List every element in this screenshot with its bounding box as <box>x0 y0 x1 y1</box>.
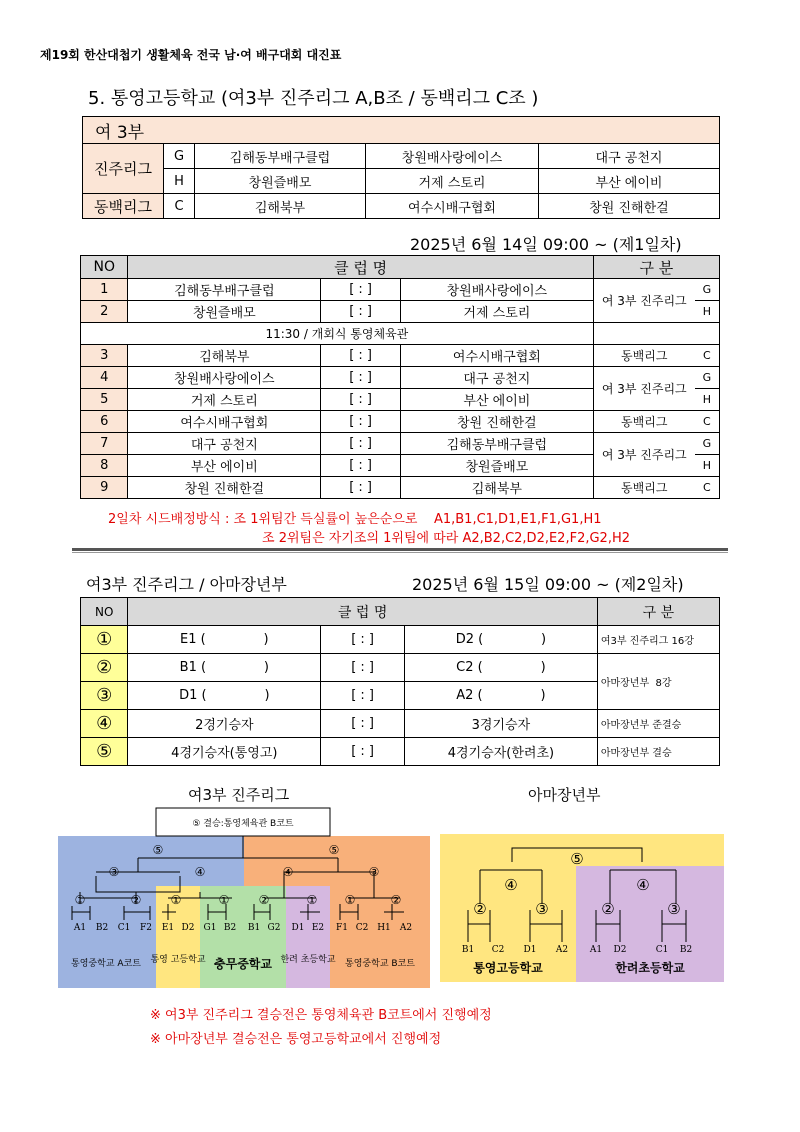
table-row <box>81 367 720 389</box>
col-div-header: 구 분 <box>593 256 719 279</box>
svg-text:⑤: ⑤ <box>328 843 340 857</box>
col-no-header: NO <box>81 256 128 279</box>
seed-label: F2 <box>140 923 152 933</box>
team-a: 창원배사랑에이스 <box>128 367 321 389</box>
team-b: 창원 진해한걸 <box>400 411 593 433</box>
team-a: 4경기승자(통영고) <box>128 738 321 766</box>
venue-label: 통영 고등학교 <box>150 955 206 965</box>
svg-text:①: ① <box>218 893 230 907</box>
seed-label: B2 <box>95 923 109 933</box>
seed-label: D2 <box>181 923 195 933</box>
table-row <box>81 411 720 433</box>
group-code: H <box>695 455 720 477</box>
division: 아마장년부 준결승 <box>597 710 719 738</box>
score-cell: [ : ] <box>321 433 401 455</box>
group-title: 여 3부 <box>83 117 720 144</box>
table-row <box>81 738 720 766</box>
team-a: 창원 진해한걸 <box>128 477 321 499</box>
col-div-header: 구 분 <box>597 598 719 626</box>
team-b: 거제 스토리 <box>400 301 593 323</box>
seed-label: B2 <box>223 923 237 933</box>
division: 아마장년부 8강 <box>597 654 719 710</box>
bracket-left <box>58 806 430 988</box>
note-final-1: ※ 여3부 진주리그 결승전은 통영체육관 B코트에서 진행예정 <box>150 1008 492 1023</box>
svg-text:②: ② <box>601 900 615 918</box>
seed-note-2: 조 2위팀은 자기조의 1위팀에 따라 A2,B2,C2,D2,E2,F2,G2,H2 <box>262 531 630 546</box>
team-b: 김해동부배구클럽 <box>400 433 593 455</box>
team-b: C2 ( ) <box>405 654 598 682</box>
seed-note-1: 2일차 시드배정방식 : 조 1위팀간 득실률이 높은순으로 A1,B1,C1,D1,E1,F1,G1,H1 <box>108 512 602 527</box>
bracket-right <box>440 834 724 982</box>
svg-text:①: ① <box>74 893 86 907</box>
group-code: H <box>695 301 720 323</box>
table-row <box>81 345 720 367</box>
section-title: 5. 통영고등학교 (여3부 진주리그 A,B조 / 동백리그 C조 ) <box>88 88 539 109</box>
seed-label: B2 <box>679 945 693 955</box>
bracket-left-title: 여3부 진주리그 <box>188 786 290 804</box>
team-a: 김해동부배구클럽 <box>128 279 321 301</box>
score-cell: [ : ] <box>321 626 405 654</box>
group-code: C <box>695 345 720 367</box>
team-cell: 김해동부배구클럽 <box>195 144 366 169</box>
venue-label: 통영중학교 B코트 <box>345 959 415 969</box>
team-b: 대구 공천지 <box>400 367 593 389</box>
group-code: C <box>695 411 720 433</box>
match-no: ③ <box>81 682 128 710</box>
seed-label: E1 <box>161 923 175 933</box>
team-cell: 창원배사랑에이스 <box>366 144 539 169</box>
seed-label: C2 <box>491 945 505 955</box>
team-a: 거제 스토리 <box>128 389 321 411</box>
group-code: G <box>164 144 195 169</box>
team-b: D2 ( ) <box>405 626 598 654</box>
score-cell: [ : ] <box>321 682 405 710</box>
day2-schedule-table <box>80 597 720 766</box>
group-code: H <box>695 389 720 411</box>
seed-label: A1 <box>73 923 87 933</box>
league-name: 진주리그 <box>83 144 164 194</box>
score-cell: [ : ] <box>321 389 401 411</box>
final-box-label: ⑤ 결승:통영체육관 B코트 <box>192 819 294 829</box>
seed-label: F1 <box>336 923 348 933</box>
group-code: G <box>695 433 720 455</box>
match-no: ⑤ <box>81 738 128 766</box>
svg-text:④: ④ <box>504 876 518 894</box>
team-a: 부산 에이비 <box>128 455 321 477</box>
seed-label: A2 <box>555 945 569 955</box>
svg-text:④: ④ <box>636 876 650 894</box>
day2-title: 여3부 진주리그 / 아마장년부 <box>86 575 287 594</box>
table-row <box>81 626 720 654</box>
score-cell: [ : ] <box>321 738 405 766</box>
svg-text:②: ② <box>258 893 270 907</box>
match-no: ② <box>81 654 128 682</box>
table-row <box>81 279 720 301</box>
svg-text:④: ④ <box>194 865 206 879</box>
group-code: C <box>164 194 195 219</box>
group-code: G <box>695 367 720 389</box>
seed-label: H1 <box>377 923 391 933</box>
team-a: 2경기승자 <box>128 710 321 738</box>
match-no: 6 <box>81 411 128 433</box>
ceremony-note: 11:30 / 개회식 통영체육관 <box>81 323 594 345</box>
venue-label: 통영고등학교 <box>473 961 543 975</box>
day1-date: 2025년 6월 14일 09:00 ~ (제1일차) <box>410 235 682 254</box>
seed-label: A1 <box>589 945 603 955</box>
team-b: 4경기승자(한려초) <box>405 738 598 766</box>
svg-text:②: ② <box>473 900 487 918</box>
score-cell: [ : ] <box>321 455 401 477</box>
svg-text:⑤: ⑤ <box>570 850 584 868</box>
table-row <box>81 710 720 738</box>
seed-label: D2 <box>613 945 627 955</box>
division: 여3부 진주리그 16강 <box>597 626 719 654</box>
team-b: 창원배사랑에이스 <box>400 279 593 301</box>
team-b: 여수시배구협회 <box>400 345 593 367</box>
division: 여 3부 진주리그 <box>593 279 694 323</box>
division: 여 3부 진주리그 <box>593 433 694 477</box>
team-a: B1 ( ) <box>128 654 321 682</box>
match-no: 9 <box>81 477 128 499</box>
svg-text:④: ④ <box>282 865 294 879</box>
match-no: 5 <box>81 389 128 411</box>
seed-label: A2 <box>399 923 413 933</box>
team-b: 김해북부 <box>400 477 593 499</box>
bracket-right-title: 아마장년부 <box>528 786 601 804</box>
team-cell: 거제 스토리 <box>366 169 539 194</box>
svg-text:②: ② <box>390 893 402 907</box>
match-no: 2 <box>81 301 128 323</box>
seed-label: G2 <box>267 923 281 933</box>
team-a: 여수시배구협회 <box>128 411 321 433</box>
seed-label: C1 <box>117 923 131 933</box>
team-b: 부산 에이비 <box>400 389 593 411</box>
match-no: 4 <box>81 367 128 389</box>
score-cell: [ : ] <box>321 710 405 738</box>
table-row <box>81 477 720 499</box>
venue-label: 통영중학교 A코트 <box>71 959 141 969</box>
match-no: 8 <box>81 455 128 477</box>
svg-text:③: ③ <box>108 865 120 879</box>
svg-text:①: ① <box>344 893 356 907</box>
seed-label: C2 <box>355 923 369 933</box>
svg-text:③: ③ <box>667 900 681 918</box>
team-b: A2 ( ) <box>405 682 598 710</box>
team-a: E1 ( ) <box>128 626 321 654</box>
team-cell: 대구 공천지 <box>539 144 720 169</box>
seed-label: E2 <box>311 923 325 933</box>
match-no: 1 <box>81 279 128 301</box>
col-club-header: 클 럽 명 <box>128 256 593 279</box>
team-a: 김해북부 <box>128 345 321 367</box>
team-cell: 여수시배구협회 <box>366 194 539 219</box>
group-table <box>82 116 720 219</box>
seed-label: G1 <box>203 923 217 933</box>
score-cell: [ : ] <box>321 279 401 301</box>
team-cell: 김해북부 <box>195 194 366 219</box>
table-row <box>81 433 720 455</box>
svg-text:⑤: ⑤ <box>152 843 164 857</box>
score-cell: [ : ] <box>321 411 401 433</box>
division: 아마장년부 결승 <box>597 738 719 766</box>
score-cell: [ : ] <box>321 367 401 389</box>
day1-schedule-table <box>80 255 720 499</box>
score-cell: [ : ] <box>321 301 401 323</box>
league-name: 동백리그 <box>83 194 164 219</box>
venue-label: 한려초등학교 <box>615 961 685 975</box>
zone-green <box>200 886 286 988</box>
match-no: ④ <box>81 710 128 738</box>
seed-label: C1 <box>655 945 669 955</box>
division: 동백리그 <box>593 477 694 499</box>
group-code: G <box>695 279 720 301</box>
col-club-header: 클 럽 명 <box>128 598 597 626</box>
day2-date: 2025년 6월 15일 09:00 ~ (제2일차) <box>412 575 684 594</box>
team-a: 대구 공천지 <box>128 433 321 455</box>
venue-label: 충무중학교 <box>214 957 272 971</box>
team-b: 창원즐배모 <box>400 455 593 477</box>
team-cell: 창원 진해한걸 <box>539 194 720 219</box>
svg-text:③: ③ <box>368 865 380 879</box>
document-header: 제19회 한산대첩기 생활체육 전국 남·여 배구대회 대진표 <box>40 48 342 62</box>
group-code: C <box>695 477 720 499</box>
svg-text:②: ② <box>130 893 142 907</box>
seed-label: B1 <box>461 945 475 955</box>
venue-label: 한려 초등학교 <box>280 955 336 965</box>
divider <box>72 552 728 553</box>
team-cell: 창원즐배모 <box>195 169 366 194</box>
score-cell: [ : ] <box>321 345 401 367</box>
team-a: 창원즐배모 <box>128 301 321 323</box>
group-code: H <box>164 169 195 194</box>
team-cell: 부산 에이비 <box>539 169 720 194</box>
col-no-header: NO <box>81 598 128 626</box>
match-no: 3 <box>81 345 128 367</box>
match-no: 7 <box>81 433 128 455</box>
division: 여 3부 진주리그 <box>593 367 694 411</box>
seed-label: B1 <box>247 923 261 933</box>
division: 동백리그 <box>593 345 694 367</box>
svg-text:①: ① <box>306 893 318 907</box>
note-final-2: ※ 아마장년부 결승전은 통영고등학교에서 진행예정 <box>150 1032 442 1047</box>
seed-label: D1 <box>291 923 305 933</box>
score-cell: [ : ] <box>321 477 401 499</box>
team-b: 3경기승자 <box>405 710 598 738</box>
team-a: D1 ( ) <box>128 682 321 710</box>
division: 동백리그 <box>593 411 694 433</box>
table-row <box>81 654 720 682</box>
divider <box>72 548 728 551</box>
seed-label: D1 <box>523 945 537 955</box>
match-no: ① <box>81 626 128 654</box>
svg-text:③: ③ <box>535 900 549 918</box>
score-cell: [ : ] <box>321 654 405 682</box>
svg-text:①: ① <box>170 893 182 907</box>
